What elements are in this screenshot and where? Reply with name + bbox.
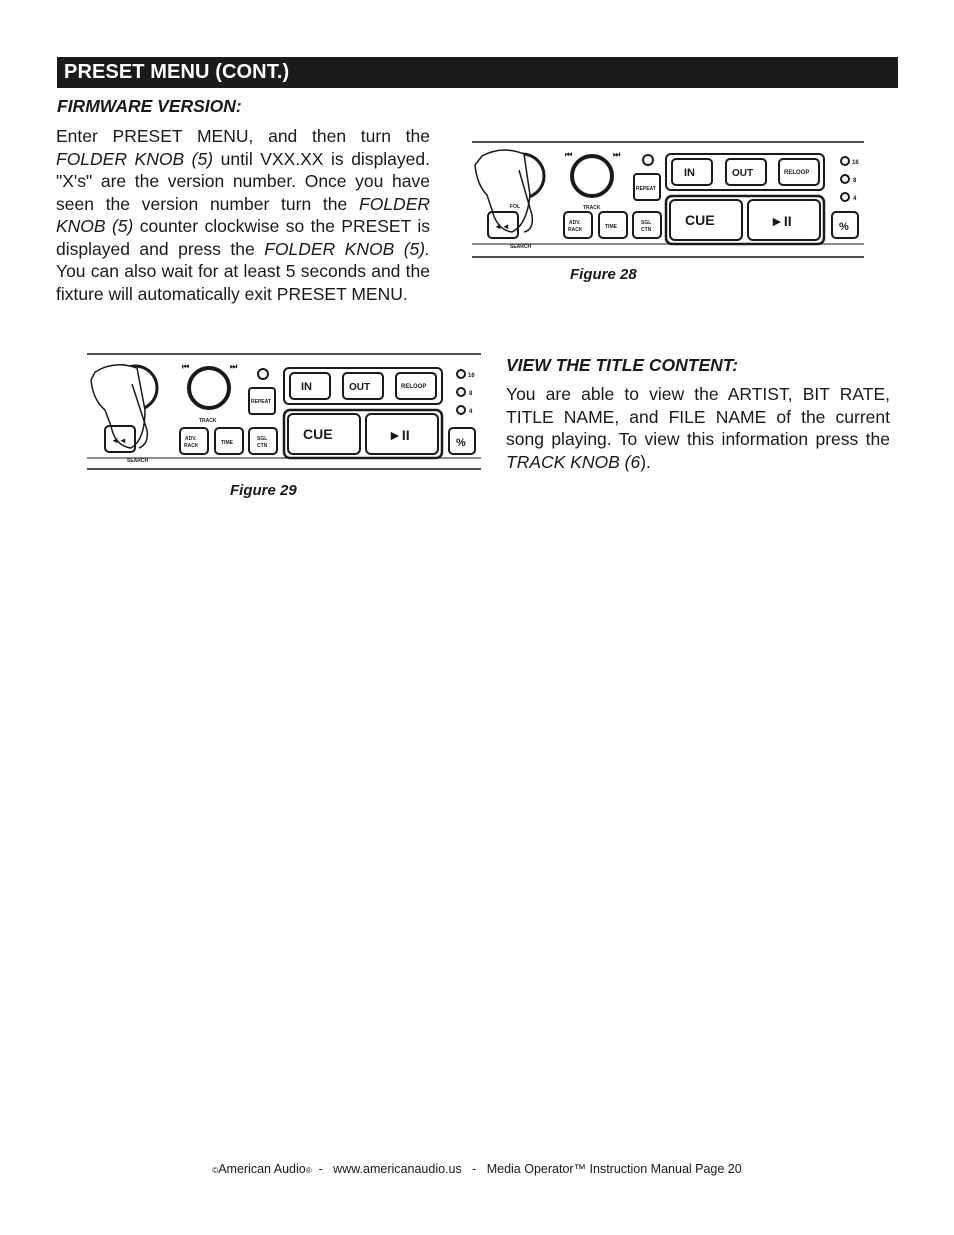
range-8-led-icon-2 (457, 388, 465, 396)
folder-knob-ref-3: FOLDER KNOB (5). (264, 238, 430, 259)
out-label-2: OUT (349, 382, 371, 393)
fol-label: FOL (510, 204, 520, 210)
adv-label-2: ADV. (185, 436, 197, 442)
rewind-icon-2: ◄◄ (111, 436, 127, 445)
sgl-label: SGL (641, 220, 652, 226)
firmware-text-1: Enter PRESET MENU, and then turn the (56, 126, 430, 146)
play-pause-icon: ►II (770, 213, 792, 229)
ctn-label: CTN (641, 227, 652, 233)
folder-knob-ref-1: FOLDER KNOB (5) (56, 148, 214, 169)
footer-text: - www.americanaudio.us - Media Operator™ Instruction Manual Page 20 (311, 1162, 742, 1176)
hand-icon (475, 150, 530, 232)
copyright-symbol: © (212, 1166, 219, 1175)
figure-28-panel (472, 140, 864, 260)
next-icon-2: ⏭ (230, 362, 238, 371)
track-knob (572, 156, 612, 196)
range-8-label-2: 8 (469, 391, 473, 397)
repeat-label-2: REPEAT (251, 399, 271, 405)
section-title: PRESET MENU (CONT.) (64, 61, 290, 83)
out-label: OUT (732, 168, 754, 179)
title-content-end: ). (640, 451, 651, 472)
firmware-paragraph (56, 125, 430, 305)
range-8-label: 8 (853, 178, 857, 184)
search-label-2: SEARCH (127, 458, 149, 464)
firmware-text-4: You can also wait for at least 5 seconds and the fixture will automatically exit PRESET MENU. (56, 261, 430, 304)
prev-icon-2: ⏮ (182, 362, 190, 371)
adv-label: ADV. (569, 220, 581, 226)
figure-29-panel (87, 352, 481, 472)
control-panel-illustration-2 (87, 352, 481, 472)
rewind-icon: ◄◄ (494, 222, 510, 231)
registered-symbol: ® (305, 1166, 312, 1175)
range-16-led-icon-2 (457, 370, 465, 378)
firmware-text-3: counter clockwise so the PRESET is displayed and press the (56, 216, 430, 259)
percent-label: % (839, 221, 849, 233)
range-4-led-icon-2 (457, 406, 465, 414)
title-content-heading: VIEW THE TITLE CONTENT: (506, 355, 739, 375)
time-label: TIME (605, 224, 617, 230)
sgl-label-2: SGL (257, 436, 268, 442)
track-label: TRACK (583, 205, 601, 211)
time-label-2: TIME (221, 440, 233, 446)
range-4-led-icon (841, 193, 849, 201)
in-label: IN (684, 167, 695, 179)
percent-label-2: % (456, 437, 466, 449)
ctn-label-2: CTN (257, 443, 268, 449)
repeat-led-icon (643, 155, 653, 165)
range-4-label: 4 (853, 196, 857, 202)
rack-label-2: RACK (184, 443, 199, 449)
reloop-label-2: RELOOP (401, 384, 427, 390)
repeat-label: REPEAT (636, 186, 656, 192)
range-16-label: 16 (852, 160, 859, 166)
section-header (57, 57, 898, 88)
range-8-led-icon (841, 175, 849, 183)
rack-label: RACK (568, 227, 583, 233)
next-icon: ⏭ (613, 150, 621, 159)
track-knob-2 (189, 368, 229, 408)
range-4-label-2: 4 (469, 409, 473, 415)
firmware-text-2: until VXX.XX is displayed. "X's" are the version number. Once you have seen the version number turn the (56, 148, 430, 214)
in-label-2: IN (301, 381, 312, 393)
track-label-2: TRACK (199, 418, 217, 424)
range-16-label-2: 16 (468, 373, 475, 379)
cue-label-2: CUE (303, 426, 333, 442)
folder-knob-ref-2: FOLDER KNOB (5) (56, 193, 430, 236)
figure-28-caption: Figure 28 (570, 266, 637, 283)
track-knob-ref: TRACK KNOB (6 (506, 451, 641, 472)
range-16-led-icon (841, 157, 849, 165)
control-panel-illustration (472, 140, 864, 260)
search-label: SEARCH (510, 244, 532, 250)
prev-icon: ⏮ (565, 150, 573, 159)
repeat-led-icon-2 (258, 369, 268, 379)
title-content-text: You are able to view the ARTIST, BIT RATE, TITLE NAME, and FILE NAME of the current song playing. To view this information press the (506, 384, 890, 449)
footer-brand: American Audio (218, 1162, 306, 1176)
figure-29-caption: Figure 29 (230, 482, 297, 499)
title-content-paragraph (506, 383, 890, 473)
reloop-label: RELOOP (784, 170, 810, 176)
page-footer (0, 1162, 954, 1176)
play-pause-icon-2: ►II (388, 427, 410, 443)
cue-label: CUE (685, 212, 715, 228)
firmware-heading: FIRMWARE VERSION: (57, 96, 242, 116)
